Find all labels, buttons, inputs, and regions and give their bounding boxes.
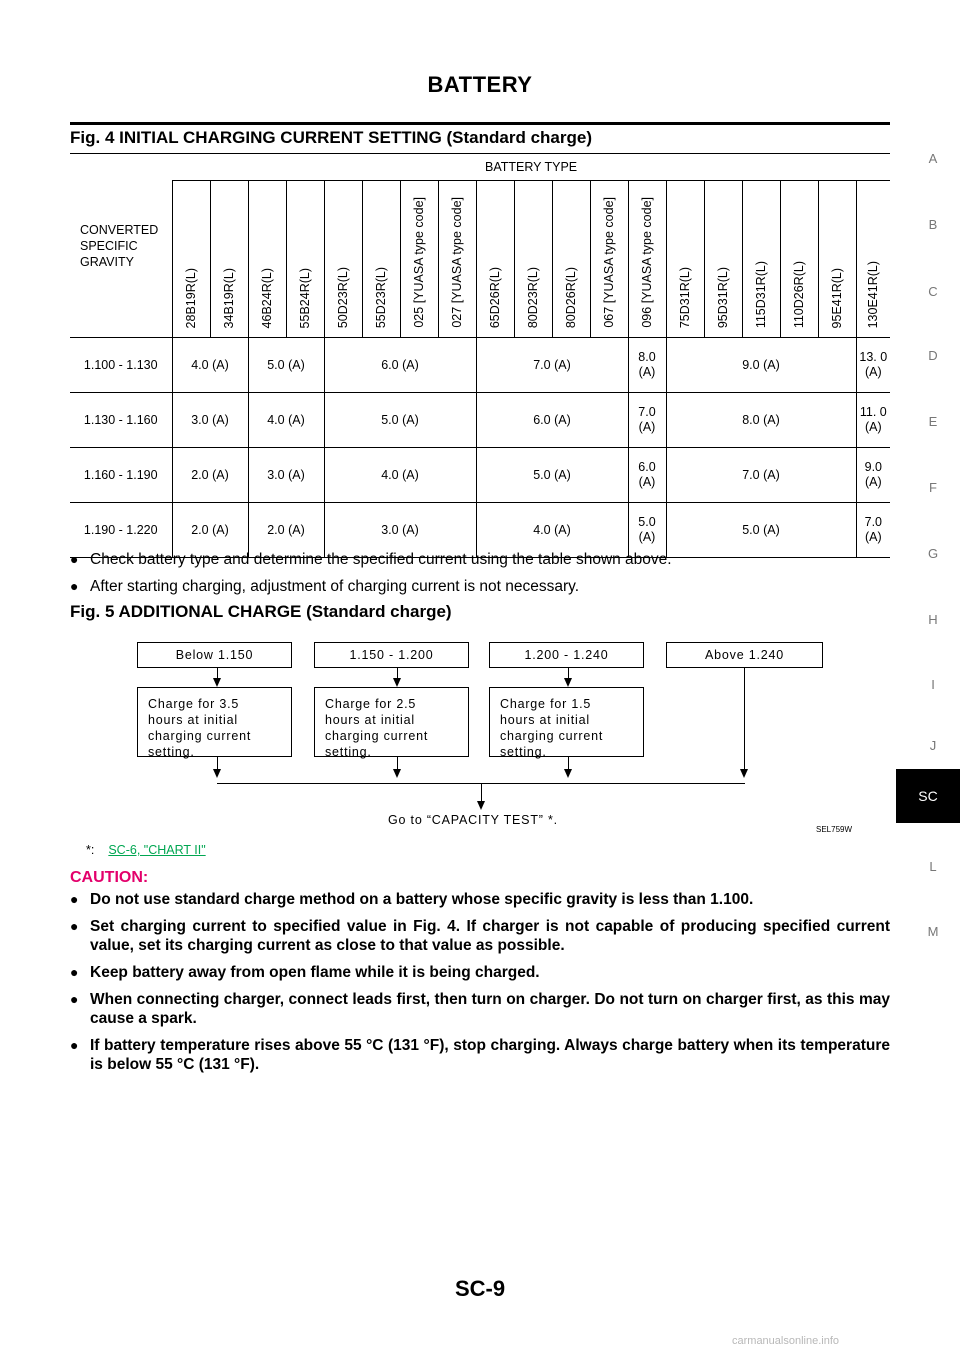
current-cell: 6.0 (A) (628, 448, 666, 503)
current-cell: 4.0 (A) (324, 448, 476, 503)
battery-model-header: 95E41R(L) (818, 181, 856, 338)
gravity-cell: 1.130 - 1.160 (70, 393, 172, 448)
bullet-icon: ● (70, 891, 79, 907)
battery-model-header: 28B19R(L) (172, 181, 210, 338)
current-cell: 4.0 (A) (172, 338, 248, 393)
current-cell: 11. 0 (A) (856, 393, 890, 448)
caution-title: CAUTION: (70, 869, 149, 886)
current-cell: 9.0 (A) (856, 448, 890, 503)
current-cell: 4.0 (A) (476, 503, 628, 558)
charging-current-table (70, 153, 890, 558)
connector-line (744, 668, 745, 775)
charge-box-2-5h: Charge for 2.5 hours at initial charging current setting. (314, 687, 469, 757)
current-cell: 2.0 (A) (172, 503, 248, 558)
range-box-above-1240: Above 1.240 (666, 642, 823, 668)
fig4-heading: Fig. 4 INITIAL CHARGING CURRENT SETTING (Standard charge) (70, 128, 592, 147)
battery-model-header: 46B24R(L) (248, 181, 286, 338)
section-tab-a[interactable]: A (928, 151, 938, 166)
arrow-down-icon (393, 678, 401, 687)
chart-ii-link[interactable]: SC-6, "CHART II" (108, 843, 206, 857)
note-item: ● After starting charging, adjustment of charging current is not necessary. (70, 578, 580, 595)
section-tab-f[interactable]: F (929, 480, 937, 495)
section-tab-l[interactable]: L (929, 859, 937, 874)
battery-model-header: 65D26R(L) (476, 181, 514, 338)
image-code: SEL759W (816, 825, 853, 834)
bullet-icon: ● (70, 964, 79, 980)
goto-capacity-test: Go to “CAPACITY TEST” *. (388, 813, 558, 827)
current-cell: 5.0 (A) (476, 448, 628, 503)
current-cell: 3.0 (A) (172, 393, 248, 448)
bullet-icon: ● (70, 578, 79, 594)
table-row (70, 338, 890, 393)
arrow-down-icon (477, 801, 485, 810)
page-title: BATTERY (427, 72, 533, 97)
gravity-cell: 1.160 - 1.190 (70, 448, 172, 503)
arrow-down-icon (213, 769, 221, 778)
arrow-down-icon (564, 678, 572, 687)
range-box-1200-1240: 1.200 - 1.240 (489, 642, 644, 668)
table-row (70, 448, 890, 503)
section-tab-i[interactable]: I (931, 677, 935, 692)
current-cell: 8.0 (A) (628, 338, 666, 393)
section-tab-j[interactable]: J (929, 738, 937, 753)
current-cell: 9.0 (A) (666, 338, 856, 393)
page-number: SC-9 (454, 1276, 506, 1301)
battery-model-header: 027 [YUASA type code] (438, 181, 476, 338)
current-cell: 3.0 (A) (324, 503, 476, 558)
battery-model-header: 50D23R(L) (324, 181, 362, 338)
bullet-icon: ● (70, 991, 79, 1007)
section-tab-b[interactable]: B (928, 217, 938, 232)
section-tab-h[interactable]: H (928, 612, 938, 627)
current-cell: 3.0 (A) (248, 448, 324, 503)
notes-list (70, 550, 890, 604)
section-tab-e[interactable]: E (928, 414, 938, 429)
battery-model-header: 025 [YUASA type code] (400, 181, 438, 338)
caution-item: ● Do not use standard charge method on a battery whose specific gravity is less than 1.100. (70, 891, 754, 908)
battery-model-header: 130E41R(L) (856, 181, 890, 338)
caution-list (70, 890, 890, 1082)
note-item: ● Check battery type and determine the specified current using the table shown above. (70, 551, 672, 568)
current-cell: 7.0 (A) (856, 503, 890, 558)
section-tab-g[interactable]: G (927, 546, 939, 561)
section-tab-m[interactable]: M (927, 924, 939, 939)
range-box-below-1150: Below 1.150 (137, 642, 292, 668)
current-cell: 7.0 (A) (628, 393, 666, 448)
current-cell: 4.0 (A) (248, 393, 324, 448)
footnote-marker: *: (86, 843, 95, 857)
current-cell: 6.0 (A) (476, 393, 628, 448)
gravity-column-header: CONVERTED SPECIFIC GRAVITY (70, 154, 172, 338)
current-cell: 7.0 (A) (666, 448, 856, 503)
footnote (86, 843, 206, 857)
range-box-1150-1200: 1.150 - 1.200 (314, 642, 469, 668)
current-cell: 5.0 (A) (628, 503, 666, 558)
battery-model-header: 110D26R(L) (780, 181, 818, 338)
battery-model-header: 80D23R(L) (514, 181, 552, 338)
battery-model-header: 096 [YUASA type code] (628, 181, 666, 338)
watermark: carmanualsonline.info (732, 1335, 840, 1347)
current-cell: 6.0 (A) (324, 338, 476, 393)
battery-type-header: BATTERY TYPE (172, 154, 890, 181)
caution-item: ● Keep battery away from open flame while it is being charged. (70, 964, 540, 981)
current-cell: 2.0 (A) (172, 448, 248, 503)
bullet-icon: ● (70, 918, 79, 934)
charge-box-1-5h: Charge for 1.5 hours at initial charging current setting. (489, 687, 644, 757)
current-cell: 5.0 (A) (248, 338, 324, 393)
bullet-icon: ● (70, 1037, 79, 1053)
current-cell: 2.0 (A) (248, 503, 324, 558)
battery-model-header: 34B19R(L) (210, 181, 248, 338)
gravity-cell: 1.100 - 1.130 (70, 338, 172, 393)
current-cell: 7.0 (A) (476, 338, 628, 393)
table-row (70, 393, 890, 448)
additional-charge-flowchart (120, 630, 860, 834)
caution-item: ● If battery temperature rises above 55 °C (131 °F), stop charging. Always charge battery when its temperature is below 55 °C (131 °F). (70, 1037, 890, 1073)
battery-model-header: 55D23R(L) (362, 181, 400, 338)
charge-box-3-5h: Charge for 3.5 hours at initial charging current setting. (137, 687, 292, 757)
section-tab-d[interactable]: D (928, 348, 938, 363)
current-cell: 5.0 (A) (666, 503, 856, 558)
battery-model-header: 80D26R(L) (552, 181, 590, 338)
arrow-down-icon (740, 769, 748, 778)
current-cell: 8.0 (A) (666, 393, 856, 448)
caution-item: ● When connecting charger, connect leads first, then turn on charger. Do not turn on charger first, as this may cause a spark. (70, 991, 890, 1027)
arrow-down-icon (393, 769, 401, 778)
battery-model-header: 55B24R(L) (286, 181, 324, 338)
title-rule (70, 122, 890, 125)
current-cell: 5.0 (A) (324, 393, 476, 448)
arrow-down-icon (564, 769, 572, 778)
section-tab-sc[interactable]: SC (896, 769, 960, 823)
current-cell: 13. 0 (A) (856, 338, 890, 393)
section-tab-c[interactable]: C (928, 284, 938, 299)
caution-item: ● Set charging current to specified value in Fig. 4. If charger is not capable of producing specified current value, set its charging current as close to that value as possible. (70, 918, 890, 954)
battery-model-header: 75D31R(L) (666, 181, 704, 338)
battery-model-header: 95D31R(L) (704, 181, 742, 338)
battery-model-header: 115D31R(L) (742, 181, 780, 338)
battery-model-header: 067 [YUASA type code] (590, 181, 628, 338)
gravity-cell: 1.190 - 1.220 (70, 503, 172, 558)
bullet-icon: ● (70, 551, 79, 567)
arrow-down-icon (213, 678, 221, 687)
fig5-heading: Fig. 5 ADDITIONAL CHARGE (Standard charge) (70, 602, 452, 621)
